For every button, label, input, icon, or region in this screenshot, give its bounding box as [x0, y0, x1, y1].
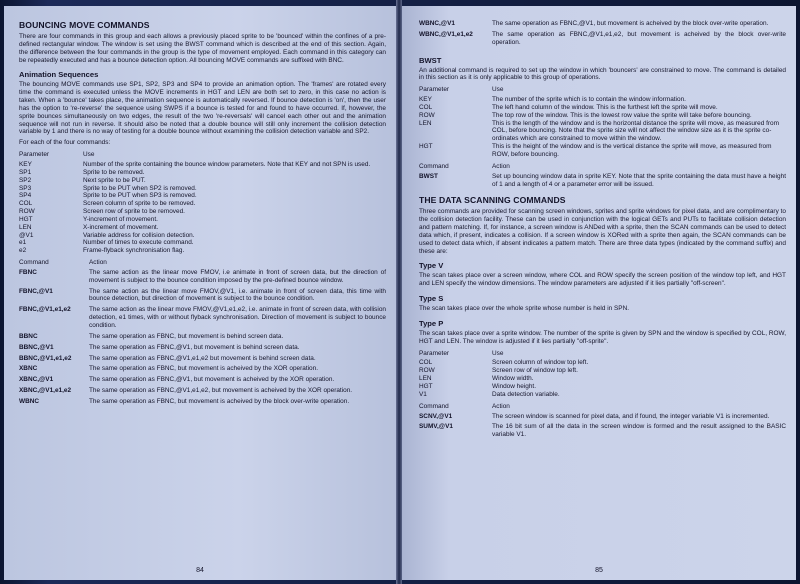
command-action: The same operation as FBNC,@V1, but movement is acheived by the XOR operation. [89, 376, 335, 384]
command-action: The same operation as FBNC,@V1,e1,e2, but movement is acheived by the XOR operation. [89, 387, 353, 395]
scan-section-title: THE DATA SCANNING COMMANDS [419, 195, 566, 206]
param-table-header: Parameter Use [419, 86, 504, 94]
param-name: COL [19, 200, 33, 208]
for-each-line: For each of the four commands: [19, 139, 111, 147]
bwst-command-table [419, 173, 786, 192]
command-action: The same action as the linear move FMOV,@V1, i.e. animate in front of screen data, this time with bounce detection, but direction of movement is subject to the bounce condition. [89, 287, 386, 303]
intro-paragraph: There are four commands in this group and each allows a previously placed sprite to be 'bounced' within the confines of a pre-defined rectangular window. The window is set using the BWST command which is described at the end of this section. Again, the difference between the four commands in the group is the type of movement employed. Each command in this category can be repeatedly executed and has a bounce detection option. All bouncing MOVE commands are suffixed with BNC. [19, 33, 386, 64]
scan-paragraph: Three commands are provided for scanning screen windows, sprites and sprite windows for pixel data, and are complimentary to the collision detection facility. These can be used in conjunction with the logical GETs and PUTs to facilitate collision detection and pattern matching. If, for instance, a screen window is ANDed with a sprite, then the SCAN commands can be used to detect data which, if present, indicates a collision. If a screen window is XORed with a sprite then again, the SCAN commands can be used to detect data which, if absent indicates a pattern match. There are three data types (indicated by the command suffix) and these are: [419, 208, 786, 255]
left-page-content [19, 20, 386, 409]
command-name: BBNC,@V1 [19, 343, 54, 351]
page-number: 85 [595, 567, 603, 574]
type-s-paragraph: The scan takes place over the whole sprite whose number is held in SPN. [419, 305, 630, 313]
param-name: ROW [419, 367, 435, 375]
section-title: BOUNCING MOVE COMMANDS [19, 20, 150, 30]
command-table-header: Command Action [19, 259, 107, 267]
param-name: LEN [419, 119, 432, 127]
param-use: Screen column of window top left. [492, 359, 589, 367]
param-use: Number of times to execute command. [83, 239, 194, 247]
command-table [19, 269, 386, 409]
right-page [402, 6, 796, 580]
command-name: XBNC,@V1,e1,e2 [19, 387, 72, 395]
type-v-paragraph: The scan takes place over a screen window, where COL and ROW specify the screen position of the window top left, and HGT and LEN specify the window dimensions. The window parameters are adjusted if it lies partially "off-screen". [419, 272, 786, 288]
command-name: WBNC,@V1 [419, 20, 455, 27]
command-name: WBNC,@V1,e1,e2 [419, 30, 473, 38]
type-p-heading: Type P [419, 318, 444, 328]
param-use: Number of the sprite containing the bounce window parameters. Note that KEY and not SPN is used. [83, 160, 371, 168]
param-use: Sprite to be PUT when SP2 is removed. [83, 184, 197, 192]
param-name: COL [419, 103, 433, 111]
command-action: The same operation as FBNC,@V1,e1,e2 but movement is behind screen data. [89, 354, 316, 362]
param-name: KEY [19, 160, 32, 168]
command-action: The same operation as FBNC, but movement is acheived by the block over-write operation. [89, 397, 350, 405]
command-action: The screen window is scanned for pixel data, and if found, the integer variable V1 is incremented. [492, 412, 770, 420]
command-name: SCNV,@V1 [419, 412, 453, 420]
param-name: SP4 [19, 192, 32, 200]
param-use: The top row of the window. This is the lowest row value the sprite will take before bouncing. [492, 111, 752, 119]
command-name: XBNC [19, 365, 38, 373]
command-name: BBNC,@V1,e1,e2 [19, 354, 72, 362]
param-name: HGT [419, 143, 433, 151]
type-s-heading: Type S [419, 294, 444, 304]
command-name: FBNC [19, 268, 37, 276]
command-action: Set up bouncing window data in sprite KEY. Note that the sprite containing the data must have a height of 1 and a length of 4 or a parameter error will be issued. [492, 172, 786, 188]
command-name: WBNC [19, 397, 40, 405]
param-table [19, 161, 386, 255]
param-use: Screen row of sprite to be removed. [83, 208, 185, 216]
param-name: e1 [19, 239, 27, 247]
param-use: This is the length of the window and is the horizontal distance the sprite will move, as measured from COL, before bouncing. Note that the sprite size will not affect the window size as it is the sprite co-ordinates which are constrained to move within the window. [492, 119, 779, 143]
right-page-content [419, 20, 786, 442]
command-action: The same operation as FBNC,@V1, but movement is acheived by the block over-write operation. [492, 20, 769, 27]
param-use: Y-increment of movement. [83, 215, 158, 223]
command-name: BWST [419, 172, 438, 180]
param-table-header: Parameter Use [19, 151, 95, 159]
param-use: Next sprite to be PUT. [83, 176, 146, 184]
command-name: FBNC,@V1,e1,e2 [19, 306, 71, 314]
command-table-header: Command Action [419, 402, 510, 410]
param-table-header: Parameter Use [419, 349, 504, 357]
page-number: 84 [196, 567, 204, 574]
param-use: This is the height of the window and is the vertical distance the sprite will move, as measured from ROW, before bouncing. [492, 143, 772, 158]
scan-command-table [419, 413, 786, 443]
param-use: Frame-flyback synchronisation flag. [83, 247, 185, 255]
param-name: LEN [19, 223, 32, 231]
command-name: FBNC,@V1 [19, 287, 53, 295]
param-name: SP1 [19, 168, 32, 176]
command-table-header: Command Action [419, 162, 510, 170]
param-name: @V1 [19, 231, 34, 239]
scan-param-table [419, 359, 786, 398]
command-action: The same action as the linear move FMOV,@V1,e1,e2, i.e. animate in front of screen data, with collision detection, e1 times, with or without flyback synchronisation. Direction of movement is subject to bounce condition. [89, 306, 386, 329]
command-action: The same operation as FBNC,@V1,e1,e2, but movement is acheived by the block over-write operation. [492, 30, 786, 46]
type-p-paragraph: The scan takes place over a sprite window. The number of the sprite is given by SPN and the window is specified by COL, ROW, HGT and LEN. The window is adjusted if it lies partially "off-sprite". [419, 329, 786, 345]
command-action: The same operation as FBNC, but movement is behind screen data. [89, 332, 284, 340]
param-name: e2 [19, 247, 27, 255]
command-table [419, 20, 786, 50]
param-use: Window width. [492, 375, 534, 383]
bwst-param-table [419, 96, 786, 159]
param-use: Screen row of window top left. [492, 367, 578, 375]
param-use: Window height. [492, 383, 537, 390]
param-name: SP3 [19, 184, 32, 192]
command-name: XBNC,@V1 [19, 376, 54, 384]
command-name: BBNC [19, 332, 38, 340]
param-use: Sprite to be PUT when SP3 is removed. [83, 192, 197, 200]
param-name: KEY [419, 96, 432, 104]
left-page [4, 6, 396, 580]
param-use: Variable address for collision detection. [83, 231, 195, 239]
param-use: Data detection variable. [492, 390, 560, 398]
param-name: COL [419, 359, 433, 367]
command-action: The same operation as FBNC, but movement is acheived by the XOR operation. [89, 365, 319, 373]
bwst-heading: BWST [419, 55, 442, 65]
command-action: The same action as the linear move FMOV, i.e animate in front of screen data, but the direction of movement is subject to the bounce condition imposed by the pre-defined bounce window. [89, 268, 386, 284]
animation-paragraph: The bouncing MOVE commands use SP1, SP2, SP3 and SP4 to provide an animation option. The 'frames' are rotated every time the command is executed unless the MOVE increments in HGT and LEN are both set to zero, in this case no action is taken. When a 'bounce' takes place, the animation sequence is automatically reversed. If bounce detection is 'on', then the user has the option to 're-reverse' the sequence using SWPS if a bounce is tested for and found to have occurred. If, however, the sprite bounces simultaneously on two edges, the result of the two 're-reversals' will cancel each other out and the animation sequence will not run in reverse. It should also be noted that a double bounce will still only increment the collision detection variable by 1 and there is no way of testing for a double bounce without examining the collision detection variable and SP2. [19, 81, 386, 136]
param-use: The left hand column of the window. This is the furthest left the sprite will move. [492, 103, 718, 111]
param-name: HGT [419, 383, 433, 390]
param-name: HGT [19, 215, 33, 223]
param-name: V1 [419, 390, 427, 398]
bwst-paragraph: An additional command is required to set up the window in which 'bouncers' are constrained to move. The command is detailed in this section as it is only applicable to this group of operations. [419, 66, 786, 82]
param-use: Screen column of sprite to be removed. [83, 200, 196, 208]
command-name: SUMV,@V1 [419, 423, 453, 431]
param-use: X-increment of movement. [83, 223, 159, 231]
command-action: The 16 bit sum of all the data in the screen window is formed and the result assigned to the BASIC variable V1. [492, 423, 786, 439]
param-use: The number of the sprite which is to contain the window information. [492, 96, 686, 104]
param-name: LEN [419, 375, 432, 383]
param-name: ROW [19, 208, 35, 216]
param-name: ROW [419, 111, 435, 119]
param-name: SP2 [19, 176, 32, 184]
type-v-heading: Type V [419, 261, 444, 271]
command-action: The same operation as FBNC,@V1, but movement is behind screen data. [89, 343, 300, 351]
animation-heading: Animation Sequences [19, 70, 99, 80]
param-use: Sprite to be removed. [83, 168, 145, 176]
